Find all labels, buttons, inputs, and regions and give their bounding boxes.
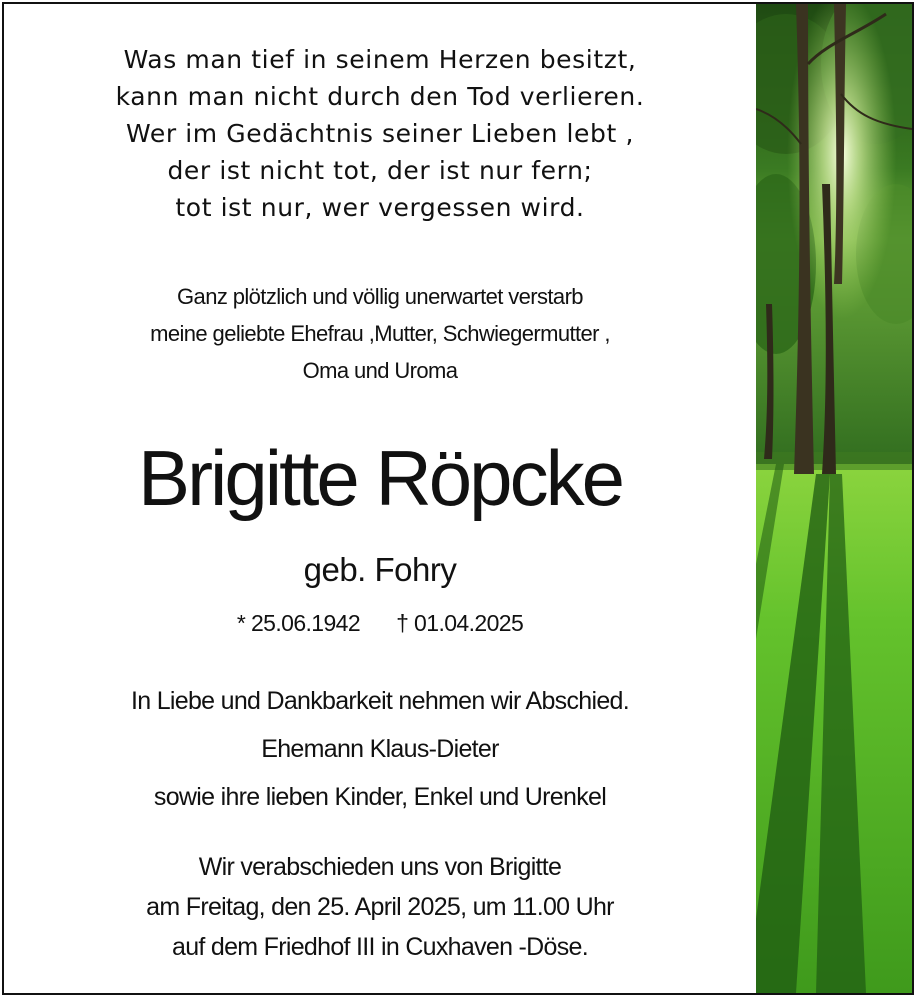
- service-date-line: am Freitag, den 25. April 2025, um 11.00 Uhr: [146, 893, 614, 921]
- announcement-line: meine geliebte Ehefrau ,Mutter, Schwiegermutter ,: [150, 321, 610, 346]
- service-location-line: auf dem Friedhof III in Cuxhaven -Döse.: [172, 933, 588, 961]
- maiden-name: geb. Fohry: [303, 551, 457, 588]
- mourner-family: sowie ihre lieben Kinder, Enkel und Urenkel: [153, 783, 607, 811]
- notice-text-column: [4, 0, 756, 1000]
- mourners-section: [4, 677, 756, 821]
- poem-line: Was man tief in seinem Herzen besitzt,: [123, 45, 637, 74]
- birth-date: * 25.06.1942: [236, 610, 361, 636]
- announcement-line: Oma und Uroma: [302, 358, 458, 383]
- forest-illustration: [756, 4, 912, 993]
- service-line: Wir verabschieden uns von Brigitte: [198, 853, 562, 881]
- mourner-spouse: Ehemann Klaus-Dieter: [261, 735, 499, 763]
- funeral-service-info: [4, 847, 756, 967]
- death-date: † 01.04.2025: [396, 610, 524, 636]
- poem-line: kann man nicht durch den Tod verlieren.: [115, 82, 645, 111]
- death-announcement: [4, 278, 756, 389]
- life-dates: [4, 603, 756, 643]
- poem-line: der ist nicht tot, der ist nur fern;: [167, 156, 593, 185]
- deceased-name: Brigitte Röpcke: [138, 434, 622, 522]
- poem-line: Wer im Gedächtnis seiner Lieben lebt ,: [126, 119, 634, 148]
- memorial-poem: [4, 41, 756, 226]
- farewell-line: In Liebe und Dankbarkeit nehmen wir Abschied.: [131, 687, 629, 715]
- poem-line: tot ist nur, wer vergessen wird.: [175, 193, 585, 222]
- forest-photo: [756, 4, 912, 993]
- announcement-line: Ganz plötzlich und völlig unerwartet verstarb: [177, 284, 583, 309]
